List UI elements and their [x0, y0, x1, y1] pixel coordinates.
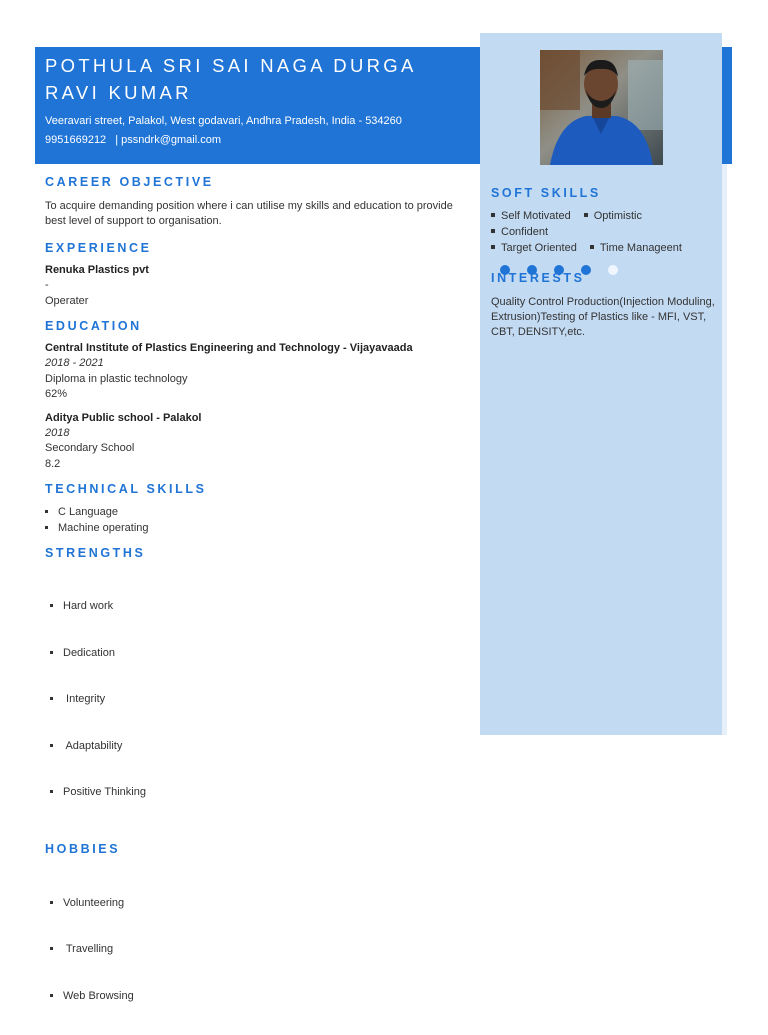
sidebar-edge — [722, 164, 727, 735]
hobbies-section — [45, 842, 465, 1035]
strengths-section — [45, 546, 465, 832]
technical-skills-section — [45, 482, 465, 536]
candidate-name: POTHULA SRI SAI NAGA DURGA RAVI KUMAR — [45, 52, 465, 106]
list-item: ▪ Machine operating — [58, 521, 465, 537]
experience-dash: - — [45, 278, 465, 294]
contact-info — [45, 112, 465, 150]
address: Veeravari street, Palakol, West godavari, Andhra Pradesh, India - 534260 — [45, 112, 465, 131]
interests-section — [491, 271, 719, 340]
list-item: ▪ Web Browsing — [63, 989, 465, 1005]
interests-text: Quality Control Production(Injection Moduling, Extrusion)Testing of Plastics like - MFI, VST, CBT, DENSITY,etc. — [491, 295, 719, 340]
soft-skills-section — [491, 186, 719, 275]
education-entry — [45, 411, 465, 473]
list-item: ▪ C Language — [58, 505, 465, 521]
list-item: ▪ Volunteering — [63, 896, 465, 912]
main-column — [45, 175, 465, 1035]
education-course: Secondary School — [45, 441, 465, 457]
experience-role: Operater — [45, 294, 465, 310]
education-course: Diploma in plastic technology — [45, 372, 465, 388]
section-title-strengths: STRENGTHS — [45, 546, 465, 560]
section-title-technical-skills: TECHNICAL SKILLS — [45, 482, 465, 496]
list-item: ▪ Positive Thinking — [63, 785, 465, 801]
soft-skill-item: Confident — [486, 224, 548, 240]
section-title-education: EDUCATION — [45, 319, 465, 333]
hobbies-list — [45, 865, 465, 1035]
list-item: ▪ Dedication — [63, 646, 465, 662]
profile-photo — [540, 50, 663, 165]
career-objective-text: To acquire demanding position where i can utilise my skills and education to provide best level of support to organisation. — [45, 199, 465, 229]
education-institute: Central Institute of Plastics Engineering and Technology - Vijayavaada — [45, 341, 465, 356]
list-item: ▪ Integrity — [63, 692, 465, 708]
experience-company: Renuka Plastics pvt — [45, 263, 465, 278]
list-item: ▪ Travelling — [63, 942, 465, 958]
education-score: 62% — [45, 387, 465, 403]
email: pssndrk@gmail.com — [121, 134, 221, 146]
technical-skills-list — [45, 505, 465, 536]
soft-skills-list — [486, 208, 719, 256]
soft-skill-item: Target Oriented — [486, 240, 577, 256]
soft-skill-item: Self Motivated — [486, 208, 571, 224]
section-title-experience: EXPERIENCE — [45, 241, 465, 255]
phone: 9951669212 — [45, 134, 106, 146]
section-title-soft-skills: SOFT SKILLS — [491, 186, 719, 200]
career-objective-section — [45, 175, 465, 229]
experience-section — [45, 241, 465, 309]
education-institute: Aditya Public school - Palakol — [45, 411, 465, 426]
phone-email-row — [45, 131, 465, 150]
education-section — [45, 319, 465, 472]
education-years: 2018 — [45, 426, 465, 442]
separator: | — [115, 134, 118, 146]
soft-skill-item: Time Manageent — [585, 240, 682, 256]
education-entry — [45, 341, 465, 403]
section-title-interests: INTERESTS — [491, 271, 719, 285]
list-item: ▪ Hard work — [63, 599, 465, 615]
list-item: ▪ Adaptability — [63, 739, 465, 755]
education-years: 2018 - 2021 — [45, 356, 465, 372]
strengths-list — [45, 568, 465, 832]
soft-skill-item: Optimistic — [579, 208, 642, 224]
section-title-hobbies: HOBBIES — [45, 842, 465, 856]
section-title-career-objective: CAREER OBJECTIVE — [45, 175, 465, 189]
education-score: 8.2 — [45, 457, 465, 473]
header — [45, 52, 465, 150]
